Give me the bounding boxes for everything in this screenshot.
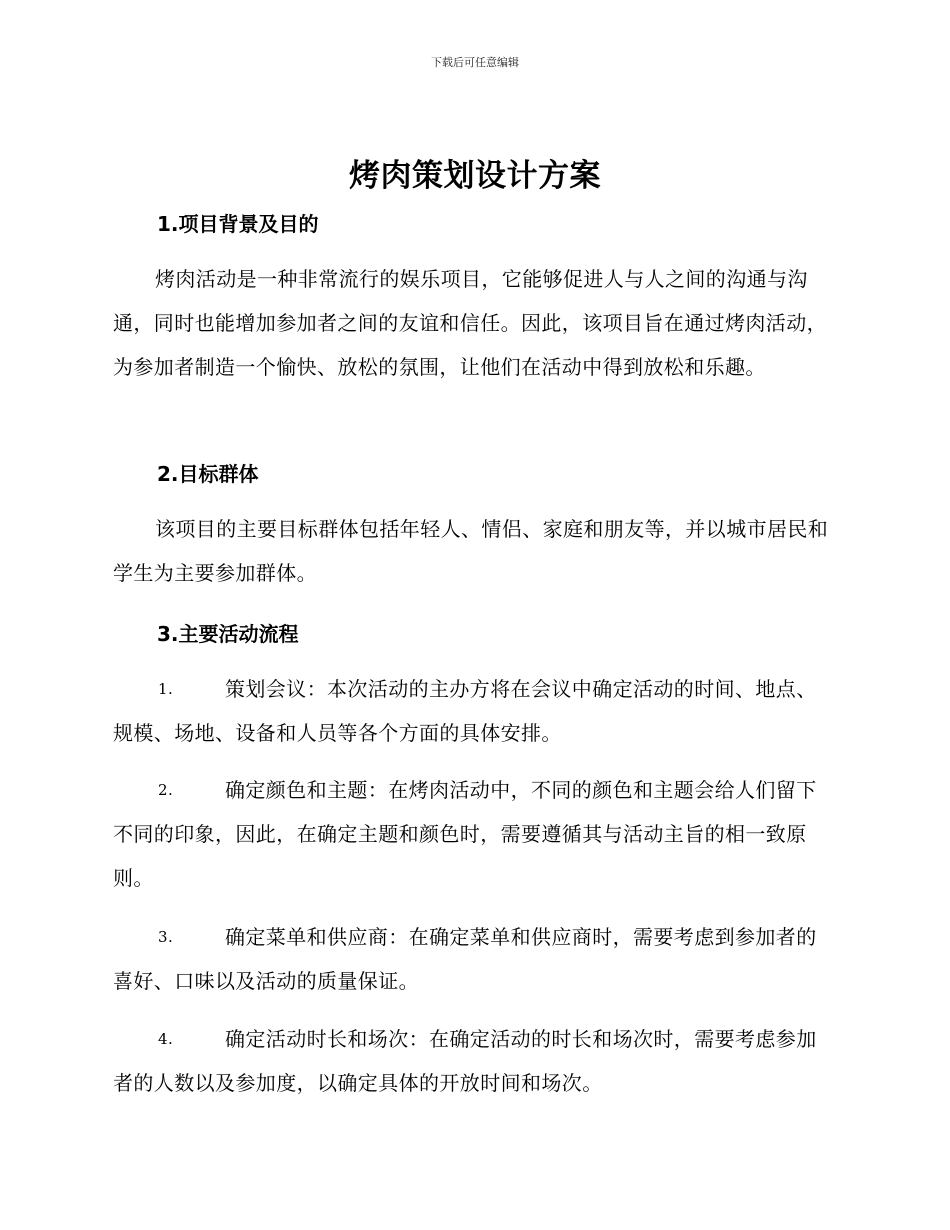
header-note: 下载后可任意编辑: [431, 56, 519, 69]
list-item-number: 1.: [158, 680, 174, 698]
list-item-text: 策划会议：本次活动的主办方将在会议中确定活动的时间、地点、规模、场地、设备和人员等各个方面的具体安排。: [113, 677, 817, 745]
document-title: 烤肉策划设计方案: [349, 158, 601, 194]
paragraph-target-group: 该项目的主要目标群体包括年轻人、情侣、家庭和朋友等，并以城市居民和学生为主要参加群体。: [113, 517, 829, 585]
paragraph-background: 烤肉活动是一种非常流行的娱乐项目，它能够促进人与人之间的沟通与沟通，同时也能增加参加者之间的友谊和信任。因此，该项目旨在通过烤肉活动，为参加者制造一个愉快、放松的氛围，让他们在活动中得到放松和乐趣。: [113, 267, 827, 379]
section-heading-activity-flow: 3.主要活动流程: [157, 622, 299, 646]
list-item: [113, 915, 835, 1003]
list-item-text: 确定菜单和供应商：在确定菜单和供应商时，需要考虑到参加者的喜好、口味以及活动的质量保证。: [113, 925, 817, 993]
section-heading-target-group: 2.目标群体: [157, 462, 259, 486]
list-item-number: 2.: [158, 781, 174, 799]
list-item-text: 确定颜色和主题：在烤肉活动中，不同的颜色和主题会给人们留下不同的印象，因此，在确定主题和颜色时，需要遵循其与活动主旨的相一致原则。: [113, 778, 817, 890]
section-heading-background: 1.项目背景及目的: [157, 212, 319, 236]
list-item: [113, 1017, 835, 1105]
list-item: [113, 768, 835, 900]
list-item-number: 3.: [158, 928, 174, 946]
list-item-number: 4.: [158, 1030, 174, 1048]
list-item: [113, 667, 835, 755]
list-item-text: 确定活动时长和场次：在确定活动的时长和场次时，需要考虑参加者的人数以及参加度，以确定具体的开放时间和场次。: [113, 1027, 817, 1095]
